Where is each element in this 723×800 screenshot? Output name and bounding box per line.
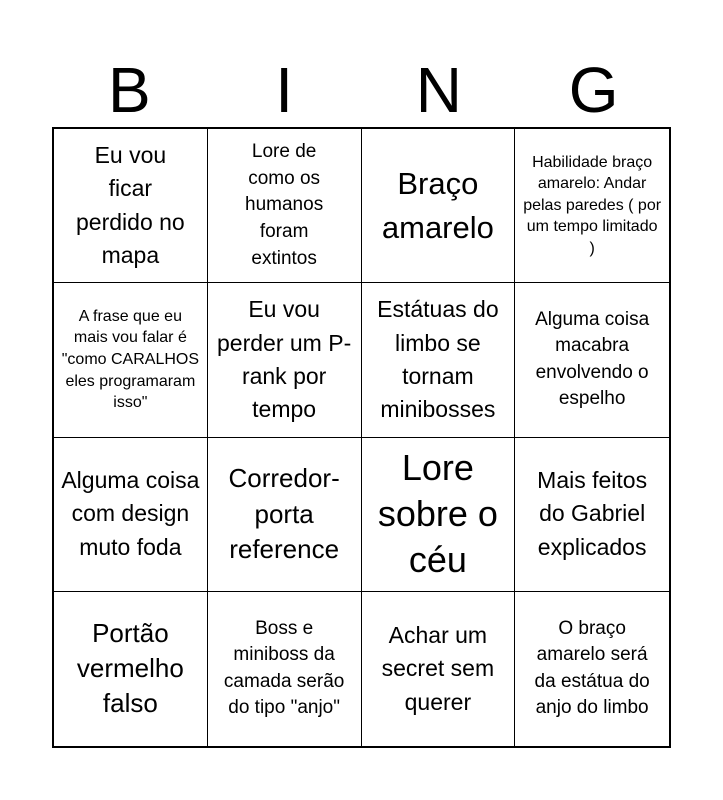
bingo-cell-text: Alguma coisa macabra envolvendo o espelho [535,308,650,410]
bingo-cell-r3-c2[interactable] [362,592,516,746]
bingo-cell-text: Lore sobre o céu [377,447,498,581]
bingo-cell-r1-c0[interactable] [54,283,208,437]
bingo-cell-text: Portão vermelho falso [76,618,184,719]
bingo-cell-text: Mais feitos do Gabriel explicados [537,467,648,560]
bingo-cell-r0-c1[interactable] [208,129,362,283]
header-letter-n: N [415,54,462,126]
bingo-cell-text: Lore de como os humanos foram extintos [245,141,324,269]
bingo-header [52,52,671,128]
bingo-cell-r2-c0[interactable] [54,438,208,592]
bingo-cell-r0-c0[interactable] [54,129,208,283]
bingo-cell-text: Boss e miniboss da camada serão do tipo "anjo" [223,617,345,719]
bingo-card-grid [52,127,671,748]
bingo-cell-r3-c1[interactable] [208,592,362,746]
bingo-cell-r1-c3[interactable] [515,283,669,437]
bingo-cell-r1-c1[interactable] [208,283,362,437]
bingo-cell-r2-c3[interactable] [515,438,669,592]
header-letter-b: B [108,54,151,126]
bingo-cell-r1-c2[interactable] [362,283,516,437]
bingo-cell-text: Estátuas do limbo se tornam minibosses [377,296,499,423]
bingo-cell-r3-c3[interactable] [515,592,669,746]
bingo-cell-r2-c2[interactable] [362,438,516,592]
bingo-cell-text: Eu vou ficar perdido no mapa [76,141,185,268]
header-letter-g: G [568,54,619,126]
bingo-cell-text: Eu vou perder um P-rank por tempo [217,296,352,423]
bingo-cell-r2-c1[interactable] [208,438,362,592]
bingo-cell-text: Habilidade braço amarelo: Andar pelas paredes ( por um tempo limitado ) [523,153,662,258]
bingo-cell-text: Alguma coisa com design muto foda [61,467,200,560]
bingo-cell-text: O braço amarelo será da estátua do anjo do limbo [534,617,650,719]
bingo-cell-text: Braço amarelo [381,166,494,245]
bingo-cell-text: Corredor-porta reference [228,463,340,564]
bingo-cell-text: Achar um secret sem querer [381,621,495,715]
bingo-cell-r0-c2[interactable] [362,129,516,283]
header-letter-i: I [275,54,294,126]
bingo-cell-r3-c0[interactable] [54,592,208,746]
bingo-cell-text: A frase que eu mais vou falar é "como CARALHOS eles programaram isso" [61,307,200,412]
bingo-cell-r0-c3[interactable] [515,129,669,283]
